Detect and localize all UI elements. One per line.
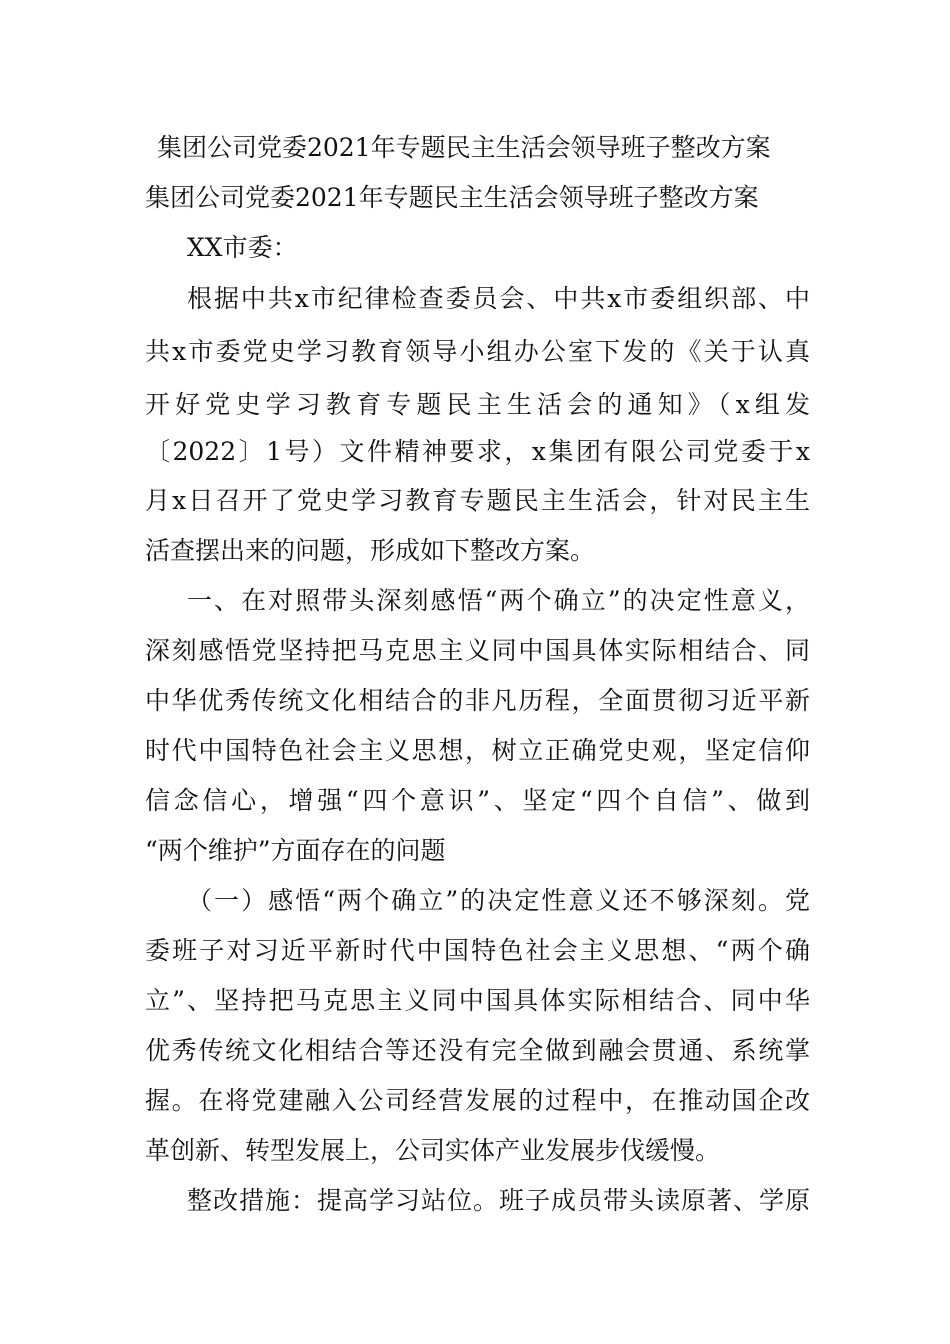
measure-line: 整改措施：提高学习站位。班子成员带头读原著、学原 [187,1186,810,1215]
body-line: 共x市委党史学习教育领导小组办公室下发的《关于认真 [145,337,810,366]
subsection-line: 革创新、转型发展上，公司实体产业发展步伐缓慢。 [145,1136,721,1165]
subsection-line: 握。在将党建融入公司经营发展的过程中，在推动国企改 [145,1086,810,1115]
subsection-line: 优秀传统文化相结合等还没有完全做到融会贯通、系统掌 [145,1036,810,1065]
salutation: XX市委： [187,233,298,262]
body-line: 〔2022〕1号）文件精神要求，x集团有限公司党委于x [145,437,810,466]
body-line: 月x日召开了党史学习教育专题民主生活会，针对民主生 [145,486,810,515]
body-line: 活查摆出来的问题，形成如下整改方案。 [145,536,596,565]
section-heading-line: 深刻感悟党坚持把马克思主义同中国具体实际相结合、同 [145,636,810,665]
body-line: 根据中共x市纪律检查委员会、中共x市委组织部、中 [187,284,810,313]
document-title-repeat: 集团公司党委2021年专题民主生活会领导班子整改方案 [145,183,759,212]
document-title: 集团公司党委2021年专题民主生活会领导班子整改方案 [157,133,771,162]
section-heading-line: 信念信心，增强“四个意识”、坚定“四个自信”、做到 [145,786,810,815]
subsection-line: （一）感悟“两个确立”的决定性意义还不够深刻。党 [187,886,810,915]
section-heading-line: “两个维护”方面存在的问题 [145,836,446,865]
section-heading-line: 中华优秀传统文化相结合的非凡历程，全面贯彻习近平新 [145,686,810,715]
body-line: 开好党史学习教育专题民主生活会的通知》（x组发 [145,390,810,419]
section-heading-line: 时代中国特色社会主义思想，树立正确党史观，坚定信仰 [145,736,810,765]
subsection-line: 委班子对习近平新时代中国特色社会主义思想、“两个确 [145,936,810,965]
subsection-line: 立”、坚持把马克思主义同中国具体实际相结合、同中华 [145,986,810,1015]
section-heading-line: 一、在对照带头深刻感悟“两个确立”的决定性意义， [187,586,810,615]
